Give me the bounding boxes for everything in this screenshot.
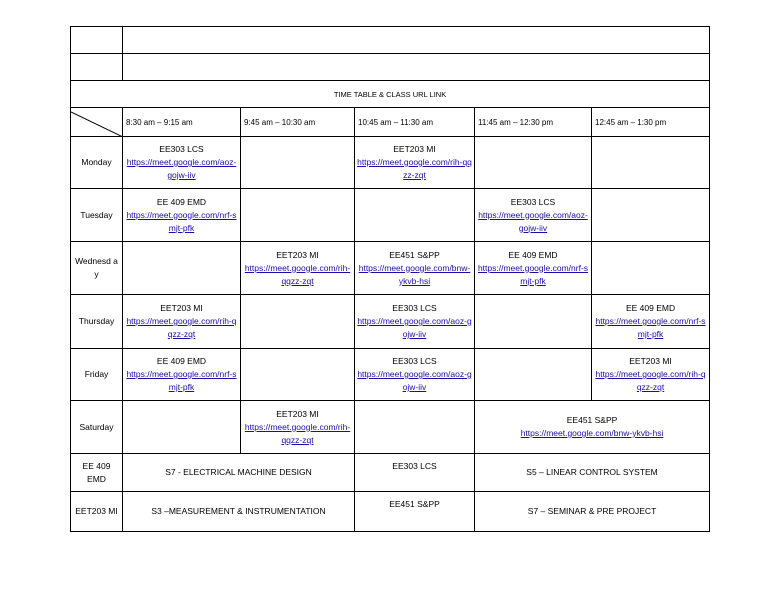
- day-label: Tuesday: [71, 189, 123, 242]
- empty-cell: [475, 137, 592, 189]
- blank-cell: [71, 54, 123, 81]
- meet-link[interactable]: https://meet.google.com/aoz-gojw-iiv: [357, 316, 472, 339]
- legend-code: EE 409 EMD: [71, 454, 123, 492]
- empty-cell: [123, 401, 241, 454]
- meet-link[interactable]: https://meet.google.com/nrf-smjt-pfk: [126, 209, 237, 233]
- class-cell: [123, 349, 241, 401]
- class-name: EET203 MI: [393, 144, 436, 154]
- legend-title: S7 - ELECTRICAL MACHINE DESIGN: [123, 454, 355, 492]
- meet-link[interactable]: https://meet.google.com/aoz-gojw-iiv: [478, 209, 588, 233]
- legend-title: S5 – LINEAR CONTROL SYSTEM: [475, 454, 710, 492]
- class-name: EE303 LCS: [392, 356, 437, 366]
- empty-cell: [123, 242, 241, 295]
- blank-header-row: [123, 27, 710, 54]
- legend-code: EE451 S&PP: [355, 492, 475, 532]
- class-name: EET203 MI: [276, 249, 319, 260]
- class-name: EE303 LCS: [510, 196, 556, 207]
- class-cell: [355, 137, 475, 189]
- class-name: EE 409 EMD: [156, 356, 207, 366]
- legend-code: EE303 LCS: [355, 454, 475, 492]
- class-cell: [123, 189, 241, 242]
- class-name: EET203 MI: [629, 356, 672, 366]
- empty-cell: [592, 189, 710, 242]
- meet-link[interactable]: https://meet.google.com/aoz-gojw-iiv: [357, 369, 472, 392]
- slot-header: 8:30 am – 9:15 am: [123, 108, 241, 137]
- class-name: EET203 MI: [160, 303, 203, 313]
- timetable: [70, 26, 710, 532]
- class-name: EE 409 EMD: [156, 196, 207, 207]
- class-cell: [355, 295, 475, 349]
- meet-link[interactable]: https://meet.google.com/bnw-ykvb-hsi: [520, 428, 664, 438]
- empty-cell: [241, 295, 355, 349]
- empty-cell: [475, 349, 592, 401]
- class-cell: [355, 242, 475, 295]
- empty-cell: [592, 137, 710, 189]
- day-label: Saturday: [71, 401, 123, 454]
- meet-link[interactable]: https://meet.google.com/rih-qqzz-zqt: [244, 421, 351, 445]
- class-name: EET203 MI: [276, 408, 319, 419]
- class-cell-wide: [475, 401, 710, 454]
- day-label: Wednesd ay: [71, 242, 123, 295]
- slot-header: 9:45 am – 10:30 am: [241, 108, 355, 137]
- class-name: EE 409 EMD: [508, 249, 558, 260]
- class-name: EE 409 EMD: [625, 303, 676, 313]
- class-cell: [592, 349, 710, 401]
- corner-diagonal-cell: [71, 108, 123, 137]
- slot-header: 11:45 am – 12:30 pm: [475, 108, 592, 137]
- empty-cell: [355, 401, 475, 454]
- class-name: EE303 LCS: [392, 303, 437, 313]
- legend-code: EET203 MI: [71, 492, 123, 532]
- day-label: Monday: [71, 137, 123, 189]
- class-cell: [123, 137, 241, 189]
- class-cell: [355, 349, 475, 401]
- empty-cell: [355, 189, 475, 242]
- empty-cell: [475, 295, 592, 349]
- page-title: TIME TABLE & CLASS URL LINK: [71, 81, 710, 108]
- empty-cell: [592, 242, 710, 295]
- class-cell: [475, 242, 592, 295]
- empty-cell: [241, 189, 355, 242]
- class-cell: [592, 295, 710, 349]
- class-cell: [123, 295, 241, 349]
- blank-cell: [71, 27, 123, 54]
- slot-header: 12:45 am – 1:30 pm: [592, 108, 710, 137]
- meet-link[interactable]: https://meet.google.com/rih-qqzz-zqt: [595, 369, 706, 392]
- meet-link[interactable]: https://meet.google.com/rih-qqzz-zqt: [126, 316, 237, 339]
- day-label: Thursday: [71, 295, 123, 349]
- empty-cell: [241, 137, 355, 189]
- meet-link[interactable]: https://meet.google.com/aoz-gojw-iiv: [126, 157, 237, 180]
- class-cell: [475, 189, 592, 242]
- class-cell: [241, 401, 355, 454]
- legend-title: S3 –MEASUREMENT & INSTRUMENTATION: [123, 492, 355, 532]
- diagonal-line: [71, 108, 123, 137]
- meet-link[interactable]: https://meet.google.com/nrf-smjt-pfk: [126, 369, 237, 392]
- meet-link[interactable]: https://meet.google.com/bnw-ykvb-hsi: [358, 262, 471, 286]
- meet-link[interactable]: https://meet.google.com/nrf-smjt-pfk: [477, 262, 589, 286]
- class-name: EE451 S&PP: [389, 249, 440, 260]
- day-label: Friday: [71, 349, 123, 401]
- meet-link[interactable]: https://meet.google.com/nrf-smjt-pfk: [595, 316, 706, 339]
- class-name: EE451 S&PP: [566, 415, 618, 425]
- class-name: EE303 LCS: [159, 144, 204, 154]
- blank-header-row: [123, 54, 710, 81]
- slot-header: 10:45 am – 11:30 am: [355, 108, 475, 137]
- meet-link[interactable]: https://meet.google.com/rih-qqzz-zqt: [357, 157, 472, 180]
- legend-title: S7 – SEMINAR & PRE PROJECT: [475, 492, 710, 532]
- class-cell: [241, 242, 355, 295]
- meet-link[interactable]: https://meet.google.com/rih-qqzz-zqt: [244, 262, 351, 286]
- empty-cell: [241, 349, 355, 401]
